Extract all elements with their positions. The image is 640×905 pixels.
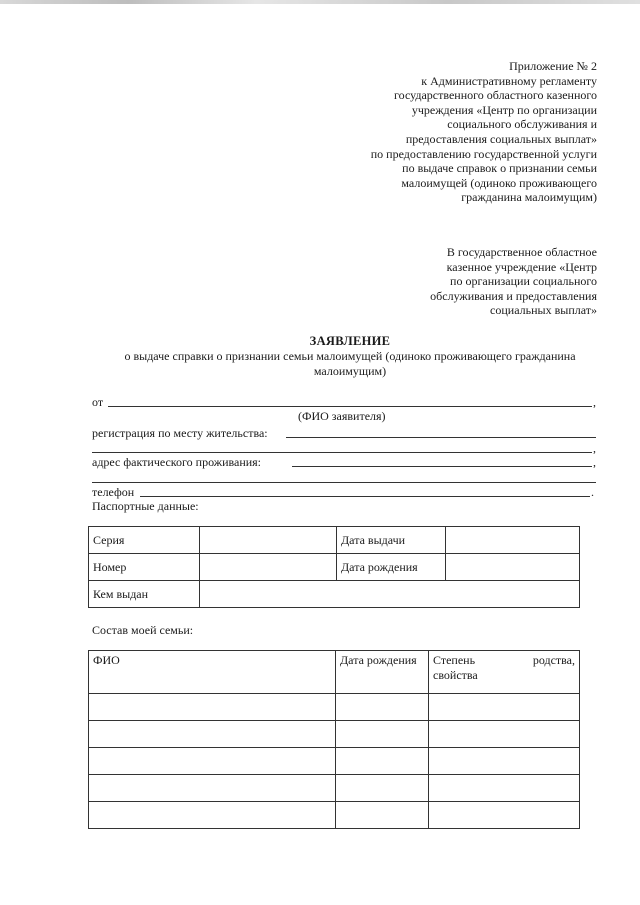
appendix-line: социального обслуживания и [447, 117, 597, 132]
family-birth-cell[interactable] [336, 694, 429, 721]
passport-number-value[interactable] [200, 554, 337, 581]
addressee-block [430, 245, 597, 318]
passport-issued-by-value[interactable] [200, 581, 580, 608]
family-col-birth: Дата рождения [336, 651, 429, 694]
family-col-relation-a: Степень [433, 653, 476, 667]
family-relation-cell[interactable] [429, 721, 580, 748]
family-birth-cell[interactable] [336, 802, 429, 829]
appendix-line: государственного областного казенного [394, 88, 597, 103]
passport-issued-by-label: Кем выдан [89, 581, 200, 608]
addressee-line: В государственное областное [446, 245, 597, 259]
passport-series-label: Серия [89, 527, 200, 554]
family-label: Состав моей семьи: [92, 623, 194, 637]
appendix-line: по предоставлению государственной услуги [370, 146, 597, 161]
passport-issue-date-value[interactable] [446, 527, 580, 554]
registration-field[interactable] [286, 437, 596, 438]
family-fio-cell[interactable] [89, 802, 336, 829]
family-relation-cell[interactable] [429, 748, 580, 775]
family-fio-cell[interactable] [89, 748, 336, 775]
passport-birth-date-label: Дата рождения [337, 554, 446, 581]
appendix-line: к Административному регламенту [421, 73, 597, 88]
from-label: от [92, 395, 104, 409]
title-subtitle [80, 349, 620, 379]
comma: , [593, 455, 596, 469]
passport-birth-date-value[interactable] [446, 554, 580, 581]
period: . [591, 485, 594, 499]
family-relation-cell[interactable] [429, 775, 580, 802]
appendix-line: Приложение № 2 [509, 59, 597, 73]
family-col-relation-c: свойства [433, 668, 478, 682]
title-subtitle-line: малоимущим) [313, 364, 387, 378]
family-table [88, 650, 580, 829]
actual-address-field-line2[interactable] [92, 482, 596, 483]
passport-series-value[interactable] [200, 527, 337, 554]
appendix-header [371, 59, 597, 205]
passport-label: Паспортные данные: [92, 499, 199, 513]
family-col-fio: ФИО [89, 651, 336, 694]
comma: , [593, 441, 596, 455]
passport-table [88, 526, 580, 608]
family-fio-cell[interactable] [89, 721, 336, 748]
actual-address-label: адрес фактического проживания: [92, 455, 262, 469]
table-row [89, 775, 580, 802]
passport-issue-date-label: Дата выдачи [337, 527, 446, 554]
family-birth-cell[interactable] [336, 748, 429, 775]
appendix-line: гражданина малоимущим) [461, 190, 597, 205]
family-birth-cell[interactable] [336, 721, 429, 748]
phone-label: телефон [92, 485, 135, 499]
table-row [89, 694, 580, 721]
title-subtitle-line: о выдаче справки о признании семьи малоимущей (одиноко проживающего гражданина [124, 349, 576, 363]
family-birth-cell[interactable] [336, 775, 429, 802]
registration-label: регистрация по месту жительства: [92, 426, 268, 440]
title-main: ЗАЯВЛЕНИЕ [309, 334, 391, 348]
family-col-relation [429, 651, 580, 694]
fio-field[interactable] [108, 406, 592, 407]
appendix-line: предоставления социальных выплат» [405, 131, 597, 146]
addressee-line: казенное учреждение «Центр [446, 259, 597, 274]
appendix-line: по выдаче справок о признании семьи [402, 161, 597, 176]
comma: , [593, 395, 596, 409]
table-row [89, 748, 580, 775]
family-relation-cell[interactable] [429, 802, 580, 829]
scan-edge [0, 0, 640, 4]
table-row [89, 721, 580, 748]
phone-field[interactable] [140, 496, 590, 497]
family-relation-cell[interactable] [429, 694, 580, 721]
appendix-line: учреждения «Центр по организации [411, 102, 597, 117]
addressee-line: социальных выплат» [490, 303, 597, 318]
registration-field-line2[interactable] [92, 452, 592, 453]
family-col-relation-b: родства, [532, 653, 575, 667]
addressee-line: по организации социального [450, 274, 597, 289]
document-title [80, 334, 620, 379]
family-fio-cell[interactable] [89, 775, 336, 802]
addressee-line: обслуживания и предоставления [430, 288, 597, 303]
actual-address-field[interactable] [292, 466, 592, 467]
fio-caption: (ФИО заявителя) [298, 409, 386, 423]
table-row [89, 802, 580, 829]
appendix-line: малоимущей (одиноко проживающего [401, 175, 597, 190]
family-fio-cell[interactable] [89, 694, 336, 721]
passport-number-label: Номер [89, 554, 200, 581]
